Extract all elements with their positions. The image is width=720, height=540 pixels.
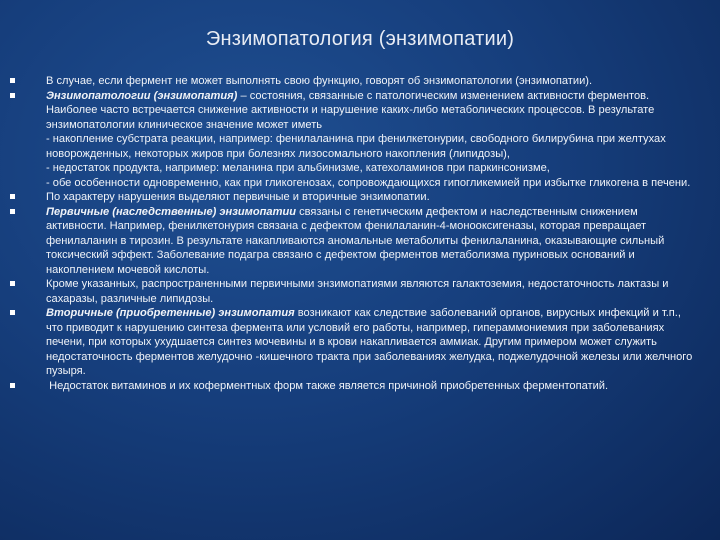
bullet-paragraph [10,379,700,394]
paragraph-text [46,379,700,394]
text-run: Недостаток витаминов и их коферментных форм также является причиной приобретенных ферментопатий. [46,379,609,392]
square-bullet-icon [10,93,15,98]
paragraph-subline [46,161,700,176]
term-emphasis: Вторичные (приобретенные) энзимопатия [46,307,295,319]
term-emphasis: Первичные (наследственные) энзимопатии [46,205,297,218]
paragraph-text [46,89,700,133]
term-emphasis: Энзимопатологии (энзимопатия) [46,89,238,102]
square-bullet-icon [10,310,15,315]
paragraph-subline [46,176,700,191]
text-run: - обе особенности одновременно, как при гликогенозах, сопровождающихся гипогликемией при избытке гликогена в печени. [46,176,691,189]
text-run: В случае, если фермент не может выполнять свою функцию, говорят об энзимопатологии (энзимопатии). [46,75,593,87]
bullet-paragraph [10,89,700,191]
bullet-paragraph [10,74,700,89]
text-run: - недостаток продукта, например: меланина при альбинизме, катехоламинов при паркинсонизме, [46,162,550,174]
bullet-paragraph [10,205,700,278]
text-run: – состояния, связанные с патологическим изменением активности ферментов. Наиболее часто встречается снижение активности и нарушение каких-либо метаболических процессов. В результате энзимопатологии клиническое значение может иметь [46,89,655,131]
bullet-paragraph [10,277,700,306]
paragraph-text [46,306,700,379]
text-run: возникают как следствие заболеваний органов, вирусных инфекций и т.п., что приводит к нарушению синтеза фермента или условий его работы, например, гипераммониемия при заболеваниях печени, при которых ухудшается синтез мочевины и в крови накапливается аммиак. Другим примером может служить недостаточность ферментов желудочно -кишечного тракта при заболеваниях желудка, поджелудочной железы или желчного пузыря. [46,307,693,377]
paragraph-text [46,74,700,89]
square-bullet-icon [10,78,15,83]
paragraph-text [46,205,700,278]
square-bullet-icon [10,209,15,214]
paragraph-text [46,277,700,306]
text-run: - накопление субстрата реакции, например: фенилаланина при фенилкетонурии, свободного билирубина при желтухах новорожденных, некоторых жиров при болезнях лизосомального накопления (липидозы), [46,133,666,160]
square-bullet-icon [10,383,15,388]
text-run: связаны с генетическим дефектом и наследственным снижением активности. Например, фенилкетонурия связана с дефектом фенилаланин-4-монооксигеназы, которая превращает фенилаланин в тирозин. В результате накапливаются аномальные метаболиты фенилаланина, оказывающие сильный токсический эффект. Заболевание подагра связано с дефектом ферментов метаболизма пуриновых оснований и накоплением мочевой кислоты. [46,205,665,276]
bullet-paragraph [10,306,700,379]
slide-title: Энзимопатология (энзимопатии) [205,28,515,50]
slide-content [10,74,700,393]
text-run: По характеру нарушения выделяют первичные и вторичные энзимопатии. [46,191,430,203]
paragraph-text [46,190,700,205]
square-bullet-icon [10,281,15,286]
bullet-paragraph [10,190,700,205]
text-run: Кроме указанных, распространенными первичными энзимопатиями являются галактоземия, недостаточность лактазы и сахаразы, различные липидозы. [46,278,669,305]
paragraph-subline [46,132,700,161]
square-bullet-icon [10,194,15,199]
